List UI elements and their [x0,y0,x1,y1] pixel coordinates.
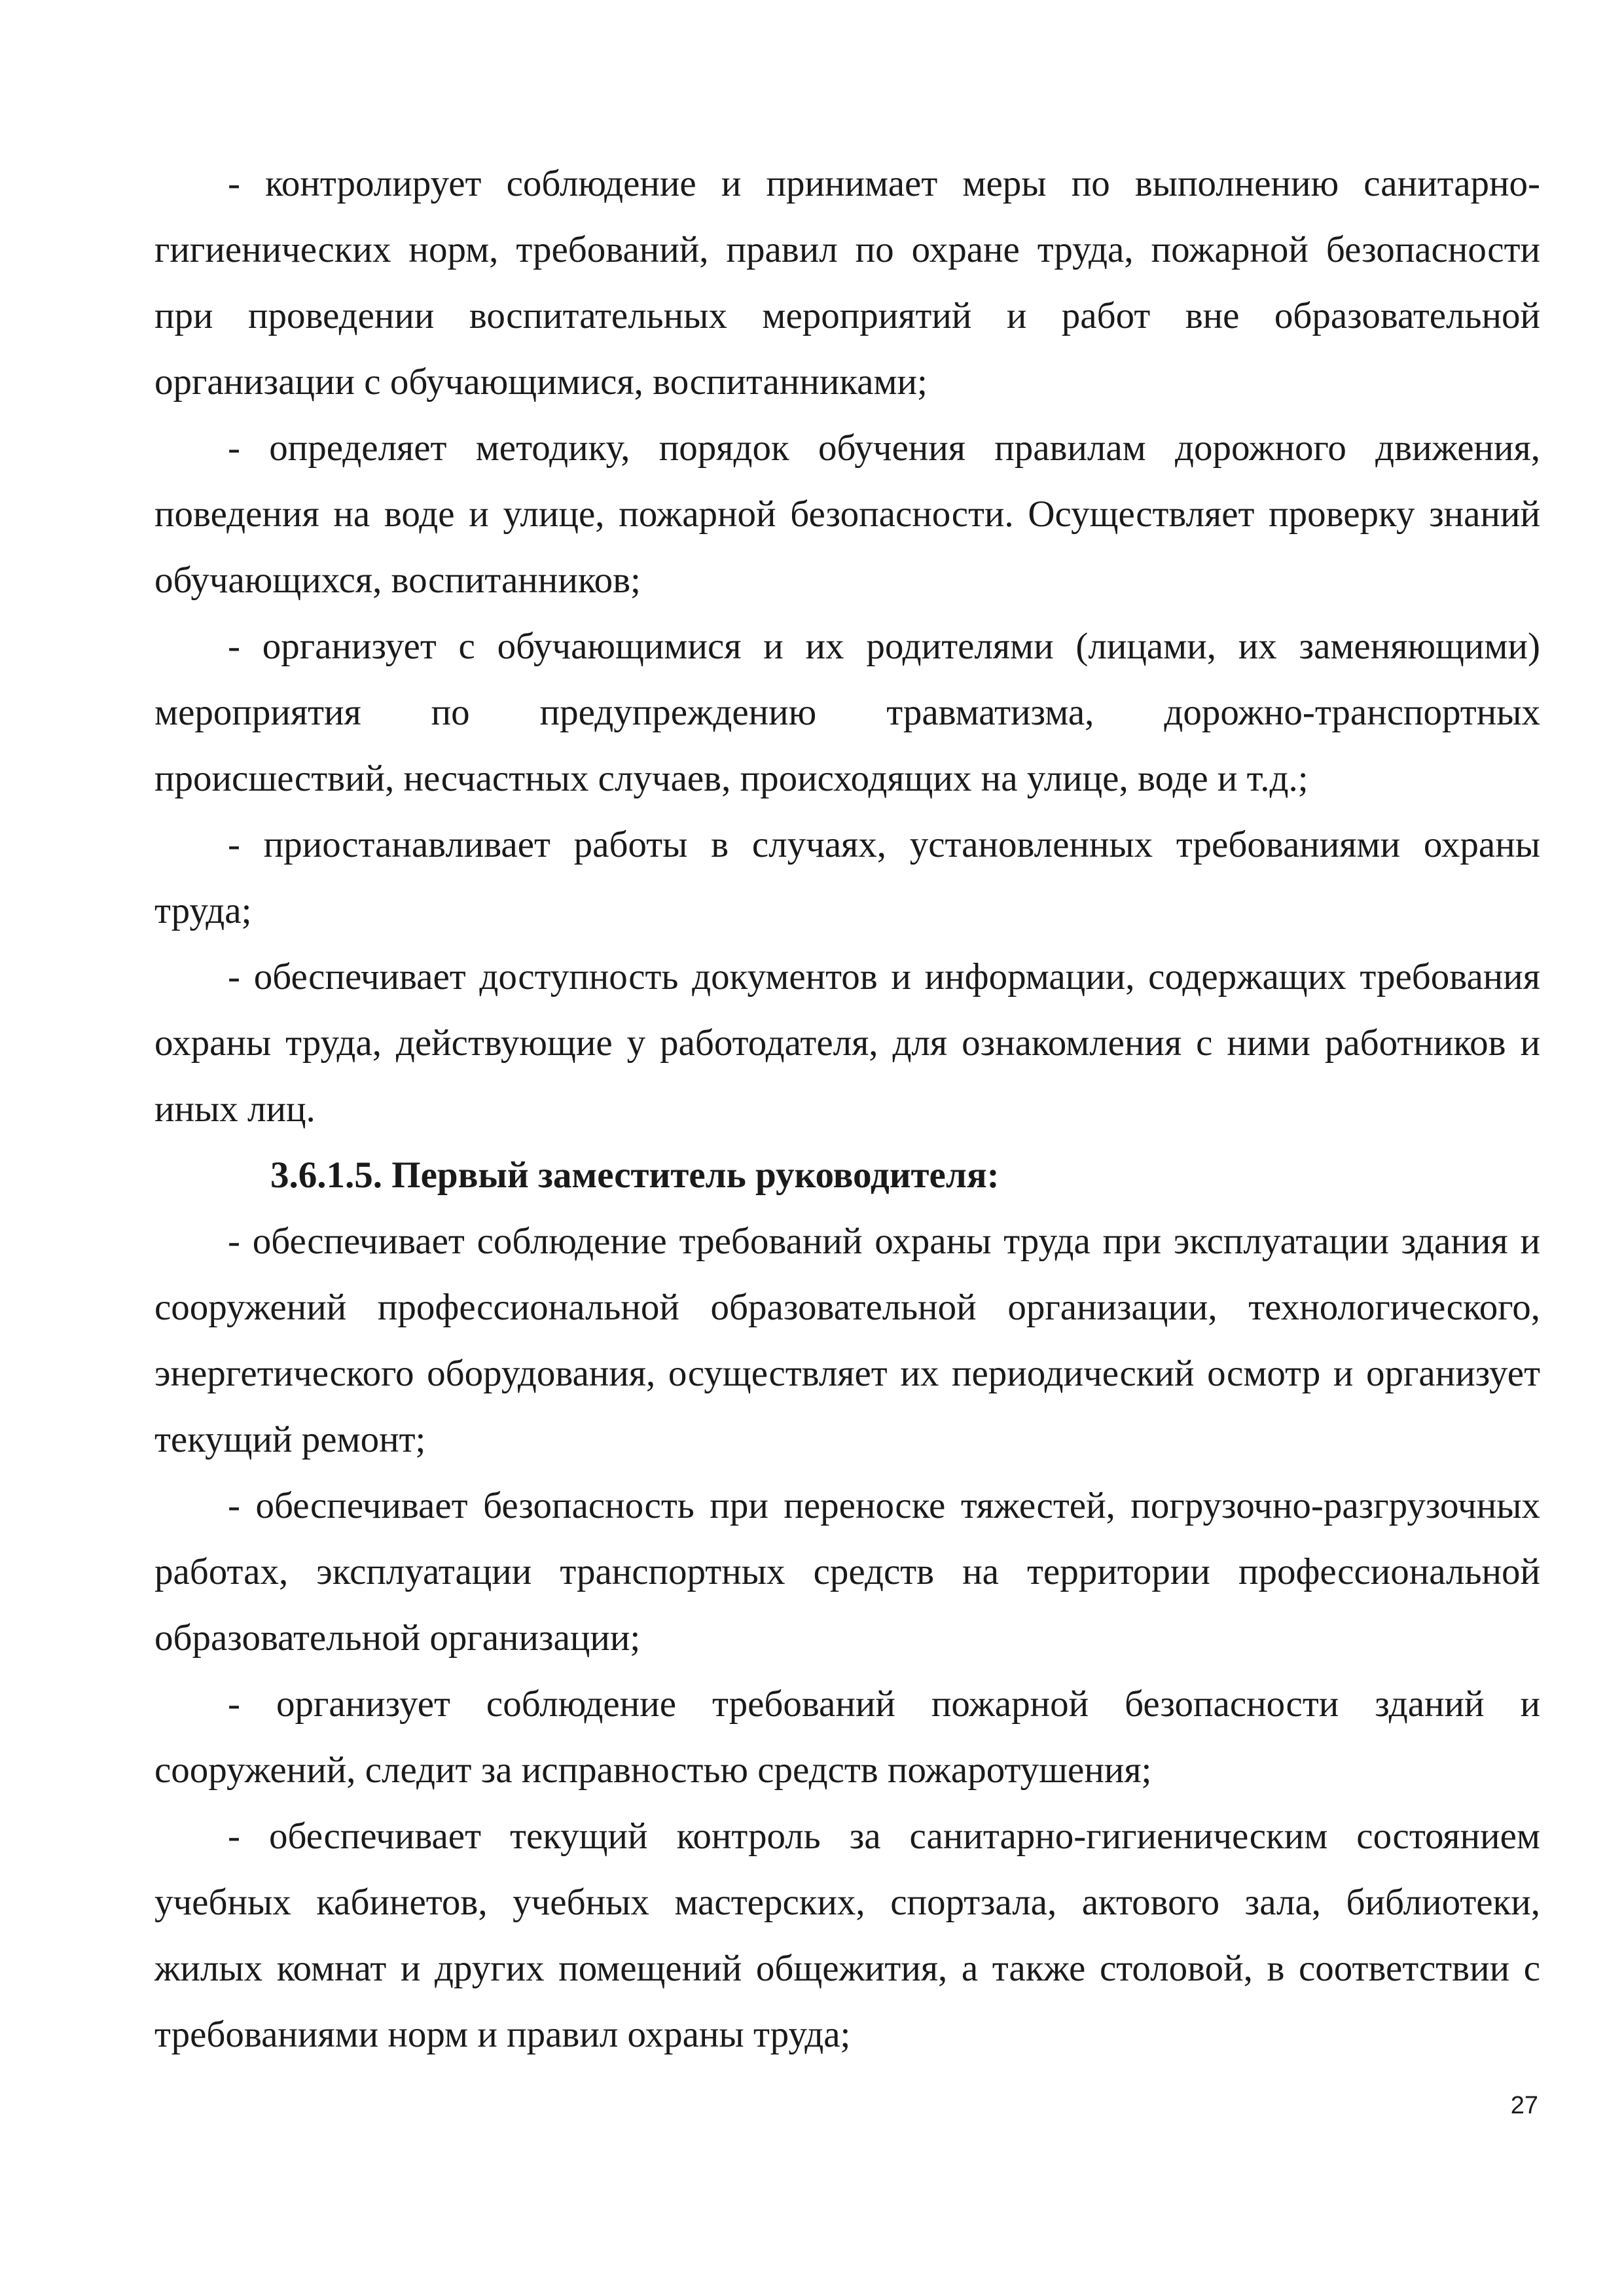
list-item: - организует с обучающимися и их родителями (лицами, их заменяющими) мероприятия по предупреждению травматизма, дорожно-транспортных происшествий, несчастных случаев, происходящих на улице, воде и т.д.; [154,626,1540,799]
list-item: - контролирует соблюдение и принимает меры по выполнению санитарно-гигиенических норм, требований, правил по охране труда, пожарной безопасности при проведении воспитательных мероприятий и работ вне образовательной организации с обучающимися, воспитанниками; [154,163,1540,403]
list-item: - обеспечивает текущий контроль за санитарно-гигиеническим состоянием учебных кабинетов, учебных мастерских, спортзала, актового зала, библиотеки, жилых комнат и других помещений общежития, а также столовой, в соответствии с требованиями норм и правил охраны труда; [154,1816,1540,2055]
page-body [154,151,1540,2068]
list-item: - приостанавливает работы в случаях, установленных требованиями охраны труда; [154,824,1540,931]
section-heading: 3.6.1.5. Первый заместитель руководителя: [270,1155,1000,1196]
list-item: - определяет методику, порядок обучения правилам дорожного движения, поведения на воде и улице, пожарной безопасности. Осуществляет проверку знаний обучающихся, воспитанников; [154,427,1540,601]
list-item: - обеспечивает безопасность при переноске тяжестей, погрузочно-разгрузочных работах, эксплуатации транспортных средств на территории профессиональной образовательной организации; [154,1485,1540,1659]
list-item: - организует соблюдение требований пожарной безопасности зданий и сооружений, следит за исправностью средств пожаротушения; [154,1683,1540,1791]
list-item: - обеспечивает соблюдение требований охраны труда при эксплуатации здания и сооружений профессиональной образовательной организации, технологического, энергетического оборудования, осуществляет их периодический осмотр и организует текущий ремонт; [154,1221,1540,1460]
page-number: 27 [1510,2092,1538,2119]
list-item: - обеспечивает доступность документов и информации, содержащих требования охраны труда, действующие у работодателя, для ознакомления с ними работников и иных лиц. [154,956,1540,1130]
